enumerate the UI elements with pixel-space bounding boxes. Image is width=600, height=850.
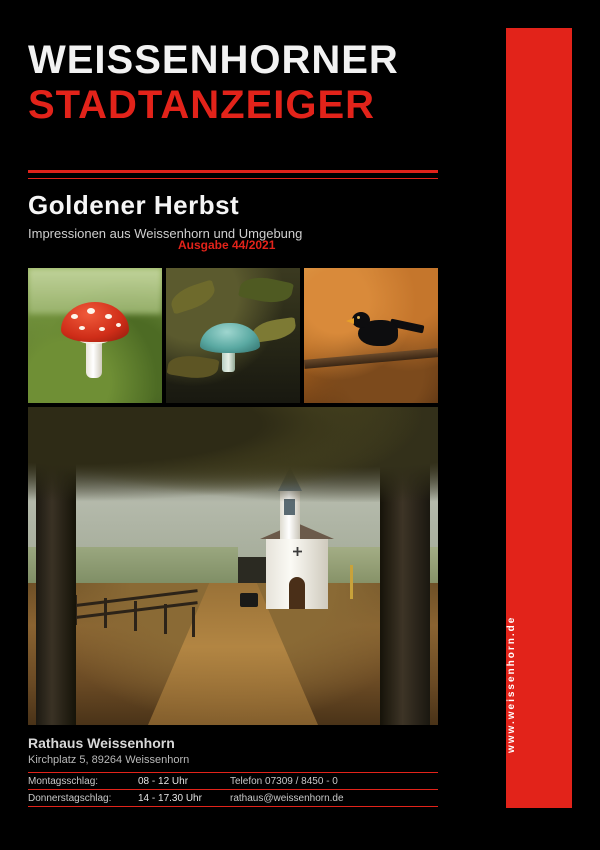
handrail — [68, 593, 198, 627]
hours-contact: Telefon 07309 / 8450 - 0 — [230, 776, 338, 787]
hours-label: Donnerstagschlag: — [28, 793, 112, 804]
hours-label: Montagsschlag: — [28, 776, 99, 787]
chapel-door — [289, 577, 305, 609]
opening-hours-row — [28, 775, 438, 788]
cap-dot — [105, 314, 112, 319]
photo-blackbird — [304, 268, 438, 403]
footer-address: Kirchplatz 5, 89264 Weissenhorn — [28, 754, 190, 766]
hours-time: 14 - 17.30 Uhr — [138, 793, 202, 804]
signpost — [350, 565, 353, 599]
bird-beak — [346, 318, 354, 324]
cap-dot — [116, 323, 121, 327]
red-sidebar — [506, 28, 572, 808]
rail-post — [192, 607, 195, 637]
bird-eye — [357, 316, 360, 319]
rail-post — [164, 604, 167, 634]
tree-canopy — [28, 407, 438, 502]
masthead-title-line1: WEISSENHORNER — [28, 38, 399, 82]
divider-thin — [28, 178, 438, 179]
headline: Goldener Herbst — [28, 190, 240, 220]
headline-block — [28, 190, 438, 250]
rail-post — [104, 598, 107, 628]
photo-chapel-path — [28, 407, 438, 725]
cap-dot — [87, 308, 95, 314]
footer — [28, 734, 438, 807]
footer-divider — [28, 772, 438, 773]
photo-strip — [28, 268, 438, 403]
cap-dot — [99, 327, 105, 331]
masthead — [28, 38, 448, 128]
issue-kicker: Ausgabe 44/2021 — [178, 238, 276, 252]
rail-post — [134, 601, 137, 631]
bird-head — [352, 312, 370, 328]
footer-title: Rathaus Weissenhorn — [28, 735, 175, 751]
cap-dot — [79, 326, 85, 330]
photo-fly-agaric — [28, 268, 162, 403]
masthead-title-line2: STADTANZEIGER — [28, 83, 376, 127]
photo-blue-mushroom — [166, 268, 300, 403]
hours-time: 08 - 12 Uhr — [138, 776, 189, 787]
bench — [240, 593, 258, 607]
hours-contact[interactable]: rathaus@weissenhorn.de — [230, 793, 344, 804]
cap-dot — [71, 314, 78, 319]
headline-subtitle: Impressionen aus Weissenhorn und Umgebung — [28, 226, 303, 241]
divider-thick — [28, 170, 438, 173]
footer-divider — [28, 806, 438, 807]
opening-hours-row — [28, 792, 438, 805]
website-url[interactable]: www.weissenhorn.de — [506, 615, 517, 753]
footer-divider — [28, 789, 438, 790]
